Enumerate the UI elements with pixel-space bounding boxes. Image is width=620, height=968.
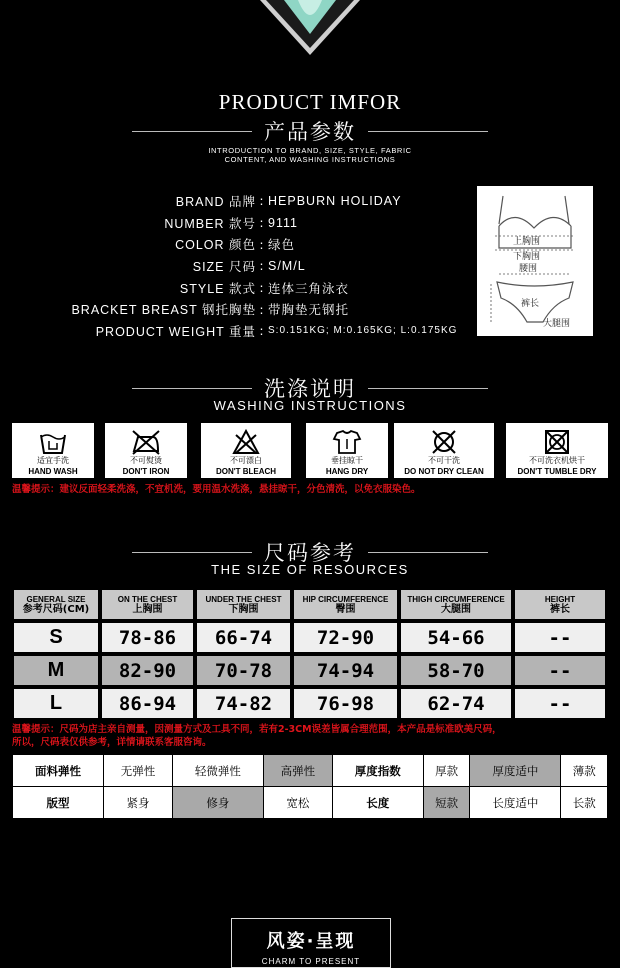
wash-en: HANG DRY bbox=[325, 467, 369, 476]
info-label: BRACKET BREAST 钢托胸垫 bbox=[71, 303, 256, 318]
wash-item-no-bleach bbox=[201, 423, 291, 478]
info-label: PRODUCT WEIGHT 重量 bbox=[95, 324, 256, 339]
size-tip-line-1: 温馨提示：尺码为店主亲自测量，因测量方式及工具不同，若有2-3CM误差皆属合理范围，本产品是标准欧美尺码， bbox=[12, 724, 502, 735]
property-option: 厚款 bbox=[423, 755, 470, 787]
page-title: PRODUCT IMFOR bbox=[218, 90, 402, 114]
wash-en: DON'T BLEACH bbox=[215, 467, 277, 476]
property-option-selected: 修身 bbox=[172, 787, 263, 819]
info-value: 9111 bbox=[268, 215, 298, 230]
size-cell: S bbox=[12, 621, 100, 654]
wash-en: HAND WASH bbox=[28, 467, 78, 476]
product-info-list bbox=[40, 190, 480, 342]
washing-title: 洗涤说明 bbox=[264, 377, 356, 401]
property-label: 面料弹性 bbox=[13, 755, 104, 787]
property-option: 宽松 bbox=[263, 787, 332, 819]
divider bbox=[132, 552, 252, 553]
fabric-properties-table bbox=[12, 754, 608, 819]
property-option: 轻微弹性 bbox=[172, 755, 263, 787]
info-row-brand: BRAND 品牌 : HEPBURN HOLIDAY bbox=[40, 190, 480, 212]
no-tumble-dry-icon bbox=[543, 429, 571, 455]
no-bleach-icon bbox=[232, 429, 260, 455]
divider bbox=[132, 131, 252, 132]
property-option-selected: 短款 bbox=[423, 787, 470, 819]
no-iron-icon bbox=[131, 429, 161, 455]
washing-subtitle: WASHING INSTRUCTIONS bbox=[213, 398, 407, 413]
col-header: UNDER THE CHEST 下胸围 bbox=[195, 588, 292, 621]
info-label: BRAND 品牌 bbox=[175, 194, 256, 209]
fit-row bbox=[13, 787, 608, 819]
measurement-diagram bbox=[477, 186, 593, 336]
property-label: 长度 bbox=[332, 787, 423, 819]
col-header: GENERAL SIZE 参考尺码(CM) bbox=[12, 588, 100, 621]
table-cell: 74-82 bbox=[195, 687, 292, 720]
wash-zh: 不可干洗 bbox=[428, 456, 460, 465]
divider bbox=[368, 388, 488, 389]
property-option: 薄款 bbox=[561, 755, 608, 787]
wash-zh: 不可漂白 bbox=[230, 456, 262, 465]
info-value: HEPBURN HOLIDAY bbox=[268, 193, 402, 208]
wash-item-no-tumble-dry bbox=[506, 423, 608, 478]
hang-dry-icon bbox=[333, 429, 361, 455]
table-row bbox=[12, 687, 607, 720]
info-label: COLOR 颜色 bbox=[175, 238, 256, 253]
info-value: 连体三角泳衣 bbox=[268, 281, 350, 296]
property-option: 长款 bbox=[561, 787, 608, 819]
wash-item-no-dry-clean bbox=[394, 423, 494, 478]
wash-zh: 垂挂晾干 bbox=[331, 456, 363, 465]
divider bbox=[368, 131, 488, 132]
intro-line-2: CONTENT, AND WASHING INSTRUCTIONS bbox=[224, 155, 396, 164]
wash-en: DON'T TUMBLE DRY bbox=[517, 467, 597, 476]
table-cell: 58-70 bbox=[399, 654, 513, 687]
table-cell: 54-66 bbox=[399, 621, 513, 654]
info-row-color: COLOR 颜色 : 绿色 bbox=[40, 233, 480, 255]
wash-zh: 不可熨烫 bbox=[130, 456, 162, 465]
wash-item-hand-wash bbox=[12, 423, 94, 478]
property-option: 无弹性 bbox=[104, 755, 173, 787]
divider bbox=[132, 388, 252, 389]
size-tip-line-2: 所以，尺码表仅供参考，详情请联系客服咨询。 bbox=[12, 737, 212, 748]
info-row-number: NUMBER 款号 : 9111 bbox=[40, 212, 480, 234]
info-value: 带胸垫无钢托 bbox=[268, 303, 350, 318]
table-cell: -- bbox=[513, 687, 607, 720]
product-info-title: 产品参数 bbox=[264, 120, 356, 144]
info-row-size: SIZE 尺码 : S/M/L bbox=[40, 255, 480, 277]
top-diamond-decoration bbox=[260, 0, 360, 55]
wash-en: DO NOT DRY CLEAN bbox=[404, 467, 484, 476]
diagram-label-under-chest: 下胸围 bbox=[513, 252, 541, 262]
elasticity-row bbox=[13, 755, 608, 787]
info-label: NUMBER 款号 bbox=[164, 216, 256, 231]
property-option-selected: 高弹性 bbox=[263, 755, 332, 787]
size-cell: L bbox=[12, 687, 100, 720]
product-info-heading bbox=[0, 116, 620, 146]
size-table bbox=[12, 588, 607, 720]
table-cell: 74-94 bbox=[292, 654, 399, 687]
property-label: 厚度指数 bbox=[332, 755, 423, 787]
size-title: 尺码参考 bbox=[264, 541, 356, 565]
col-header: HIP CIRCUMFERENCE 臀围 bbox=[292, 588, 399, 621]
info-value: 绿色 bbox=[268, 238, 296, 253]
charm-title: 风姿·呈现 bbox=[266, 931, 356, 952]
property-option: 长度适中 bbox=[470, 787, 561, 819]
table-cell: 66-74 bbox=[195, 621, 292, 654]
diagram-label-waist: 腰围 bbox=[519, 264, 538, 274]
size-cell: M bbox=[12, 654, 100, 687]
table-cell: 70-78 bbox=[195, 654, 292, 687]
table-cell: 82-90 bbox=[100, 654, 195, 687]
info-label: STYLE 款式 bbox=[179, 281, 256, 296]
property-label: 版型 bbox=[13, 787, 104, 819]
wash-zh: 适宜手洗 bbox=[37, 456, 69, 465]
table-row bbox=[12, 621, 607, 654]
table-cell: 76-98 bbox=[292, 687, 399, 720]
diagram-label-upper-chest: 上胸围 bbox=[513, 237, 541, 247]
size-subtitle: THE SIZE OF RESOURCES bbox=[211, 562, 409, 577]
table-cell: 72-90 bbox=[292, 621, 399, 654]
hand-wash-icon bbox=[39, 429, 67, 455]
intro-line-1: INTRODUCTION TO BRAND, SIZE, STYLE, FABRIC bbox=[208, 146, 412, 155]
property-option: 紧身 bbox=[104, 787, 173, 819]
washing-icons bbox=[12, 423, 608, 478]
table-cell: -- bbox=[513, 621, 607, 654]
no-dry-clean-icon bbox=[430, 429, 458, 455]
table-cell: 86-94 bbox=[100, 687, 195, 720]
col-header: HEIGHT 裤长 bbox=[513, 588, 607, 621]
washing-tip: 温馨提示：建议反面轻柔洗涤，不宜机洗，要用温水洗涤，悬挂晾干，分色清洗，以免衣服染色。 bbox=[12, 484, 421, 495]
diagram-label-thigh: 大腿围 bbox=[543, 319, 571, 329]
charm-subtitle: CHARM TO PRESENT bbox=[261, 957, 361, 966]
info-row-style: STYLE 款式 : 连体三角泳衣 bbox=[40, 277, 480, 299]
size-table-header bbox=[12, 588, 607, 621]
info-value: S:0.151KG; M:0.165KG; L:0.175KG bbox=[268, 325, 458, 337]
info-row-weight: PRODUCT WEIGHT 重量 : S:0.151KG; M:0.165KG; L:0.175KG bbox=[40, 320, 480, 342]
col-header: ON THE CHEST 上胸围 bbox=[100, 588, 195, 621]
wash-item-hang-dry bbox=[306, 423, 388, 478]
charm-banner bbox=[231, 918, 391, 968]
table-row bbox=[12, 654, 607, 687]
col-header: THIGH CIRCUMFERENCE 大腿围 bbox=[399, 588, 513, 621]
info-label: SIZE 尺码 bbox=[192, 259, 256, 274]
table-cell: 78-86 bbox=[100, 621, 195, 654]
wash-item-no-iron bbox=[105, 423, 187, 478]
property-option-selected: 厚度适中 bbox=[470, 755, 561, 787]
diagram-label-length: 裤长 bbox=[521, 299, 540, 309]
info-row-bracket: BRACKET BREAST 钢托胸垫 : 带胸垫无钢托 bbox=[40, 298, 480, 320]
divider bbox=[368, 552, 488, 553]
wash-en: DON'T IRON bbox=[122, 467, 170, 476]
table-cell: -- bbox=[513, 654, 607, 687]
table-cell: 62-74 bbox=[399, 687, 513, 720]
wash-zh: 不可洗衣机烘干 bbox=[529, 456, 585, 465]
info-value: S/M/L bbox=[268, 258, 306, 273]
